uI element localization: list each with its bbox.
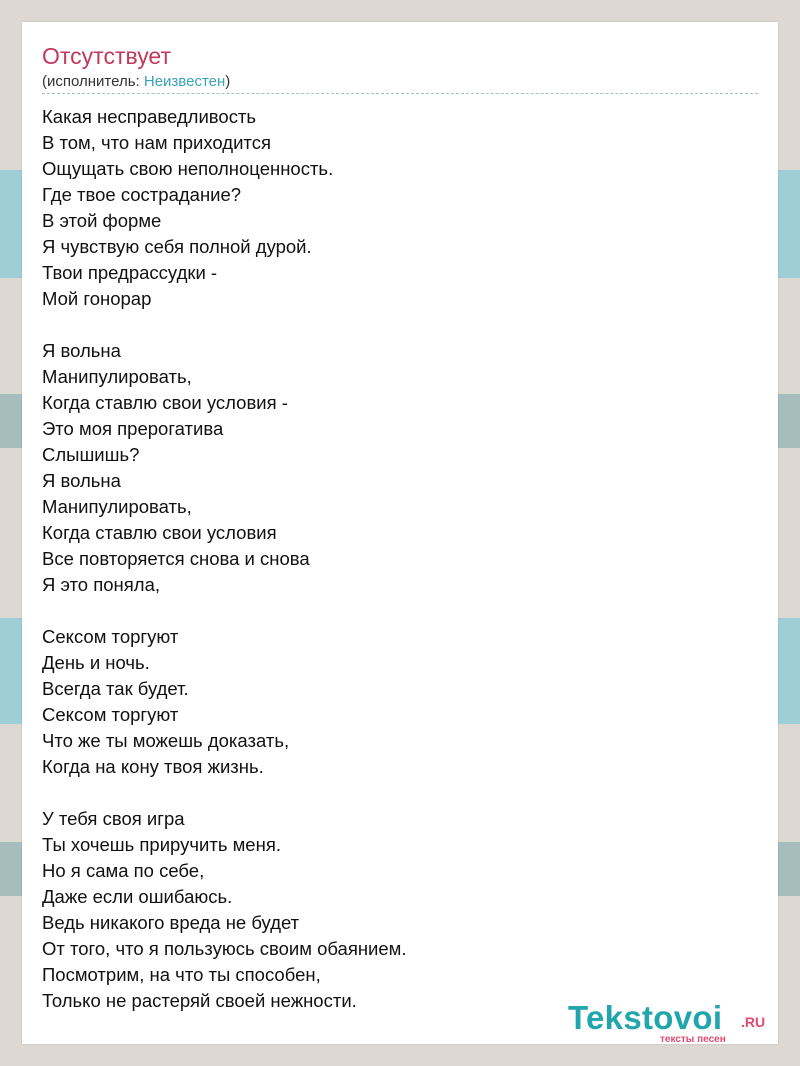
lyric-line: От того, что я пользуюсь своим обаянием. bbox=[42, 938, 407, 959]
lyric-line: Ведь никакого вреда не будет bbox=[42, 912, 300, 933]
lyric-line: Где твое сострадание? bbox=[42, 184, 242, 205]
lyric-line: День и ночь. bbox=[42, 652, 150, 673]
lyric-line: Посмотрим, на что ты способен, bbox=[42, 964, 321, 985]
logo-main-text: Tekstovoi bbox=[568, 999, 723, 1036]
lyric-line: Какая несправедливость bbox=[42, 106, 257, 127]
lyric-line: В том, что нам приходится bbox=[42, 132, 271, 153]
stanza-break bbox=[42, 598, 742, 624]
lyric-line: Но я сама по себе, bbox=[42, 860, 205, 881]
lyrics-card bbox=[22, 22, 778, 1044]
lyric-line: Сексом торгуют bbox=[42, 704, 179, 725]
stanza-break bbox=[42, 780, 742, 806]
tekstovoi-logo[interactable] bbox=[568, 1000, 778, 1044]
lyric-line: Твои предрассудки - bbox=[42, 262, 218, 283]
lyric-line: У тебя своя игра bbox=[42, 808, 185, 829]
lyric-line: В этой форме bbox=[42, 210, 162, 231]
artist-prefix: (исполнитель: bbox=[42, 73, 144, 90]
lyric-line: Это моя прерогатива bbox=[42, 418, 224, 439]
stanza-break bbox=[42, 312, 742, 338]
lyric-line: Манипулировать, bbox=[42, 496, 192, 517]
lyric-line: Слышишь? bbox=[42, 444, 140, 465]
artist-line bbox=[42, 72, 230, 92]
lyric-line: Когда ставлю свои условия - bbox=[42, 392, 288, 413]
lyric-line: Когда ставлю свои условия bbox=[42, 522, 277, 543]
lyric-line: Я чувствую себя полной дурой. bbox=[42, 236, 312, 257]
lyric-line: Мой гонорар bbox=[42, 288, 152, 309]
song-title: Отсутствует bbox=[42, 43, 171, 69]
lyric-line: Ощущать свою неполноценность. bbox=[42, 158, 334, 179]
divider bbox=[42, 93, 758, 94]
lyric-line: Только не растеряй своей нежности. bbox=[42, 990, 357, 1011]
logo-tld: .RU bbox=[741, 1014, 766, 1030]
lyric-line: Я вольна bbox=[42, 340, 121, 361]
lyrics-text bbox=[42, 104, 742, 1014]
lyric-line: Что же ты можешь доказать, bbox=[42, 730, 290, 751]
lyric-line: Манипулировать, bbox=[42, 366, 192, 387]
logo-tagline: тексты песен bbox=[660, 1034, 726, 1045]
artist-link[interactable]: Неизвестен bbox=[143, 73, 226, 90]
lyric-line: Даже если ошибаюсь. bbox=[42, 886, 233, 907]
artist-suffix: ) bbox=[225, 73, 231, 90]
lyric-line: Я вольна bbox=[42, 470, 121, 491]
lyric-line: Все повторяется снова и снова bbox=[42, 548, 310, 569]
lyric-line: Ты хочешь приручить меня. bbox=[42, 834, 281, 855]
lyric-line: Когда на кону твоя жизнь. bbox=[42, 756, 264, 777]
lyric-line: Сексом торгуют bbox=[42, 626, 179, 647]
lyric-line: Всегда так будет. bbox=[42, 678, 189, 699]
lyric-line: Я это поняла, bbox=[42, 574, 160, 595]
